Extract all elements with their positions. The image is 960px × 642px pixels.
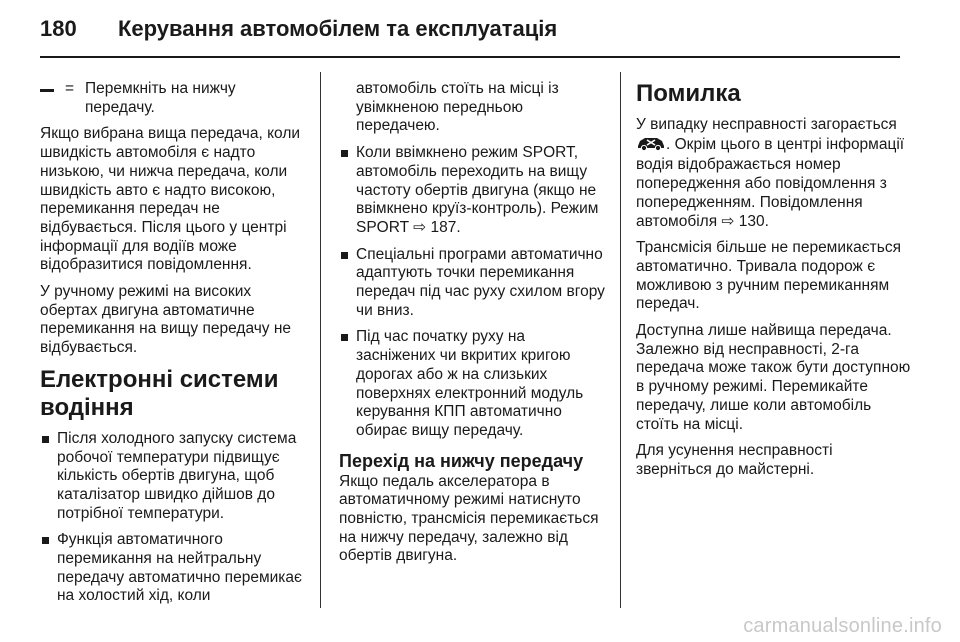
page-number: 180 — [40, 16, 77, 41]
running-title: Керування автомобілем та експлуатація — [118, 16, 558, 41]
section-heading: Помилка — [636, 80, 741, 107]
section-heading: Електронні системи водіння — [40, 365, 279, 421]
column-3 — [636, 80, 912, 488]
list-item: Спеціальні програми автоматично адаптують точки перемикання передач під час руху схилом вгору чи вниз. — [339, 246, 607, 321]
page-reference-icon: ⇨ — [413, 218, 427, 236]
paragraph: Трансмісія більше не перемикається автоматично. Тривала подорож є можливою з ручним перемиканням передач. — [636, 239, 901, 313]
list-item — [339, 144, 607, 238]
column-divider-2 — [620, 72, 621, 608]
paragraph — [636, 116, 912, 231]
dash-equals: = — [65, 80, 75, 97]
page-reference[interactable]: 187. — [430, 218, 461, 236]
paragraph: Доступна лише найвища передача. Залежно від несправності, 2-га передача може також бути доступною в ручному режимі. Перемикайте передачу, лише коли автомобіль стоїть на місці. — [636, 322, 911, 433]
paragraph-text: У випадку несправності загорається — [636, 116, 897, 133]
page-reference-icon: ⇨ — [721, 212, 735, 230]
paragraph: Якщо вибрана вища передача, коли швидкість автомобіля є надто низькою, чи нижча передача, коли швидкість авто є надто високою, перемикання передач не відбувається. Після цього у центрі інформації для водіїв може відобразитися повідомлення. — [40, 125, 301, 274]
list-item-text: Коли ввімкнено режим SPORT, автомобіль переходить на вищу частоту обертів двигуна (якщо не ввімкнено круїз-контроль). Режим SPORT — [356, 144, 599, 236]
car-malfunction-icon — [636, 135, 666, 157]
column-1 — [40, 80, 306, 614]
column-divider-1 — [320, 72, 321, 608]
paragraph-text: . Окрім цього в центрі інформації водія відображається номер попередження або повідомлення з попередженням. Повідомлення автомобіля — [636, 135, 905, 230]
bullet-list — [40, 430, 306, 606]
list-item: Функція автоматичного перемикання на нейтральну передачу автоматично перемикає на холостий хід, коли — [40, 531, 306, 606]
paragraph: Якщо педаль акселератора в автоматичному режимі натиснуто повністю, трансмісія перемикається на нижчу передачу, залежно від обертів двигуна. — [339, 472, 599, 565]
paragraph-continuation: автомобіль стоїть на місці із увімкненою передньою передачею. — [356, 80, 559, 135]
bullet-list — [339, 144, 607, 441]
page-reference[interactable]: 130. — [738, 212, 769, 230]
paragraph: У ручному режимі на високих обертах двигуна автоматичне перемикання на вищу передачу не відбувається. — [40, 283, 292, 357]
dash-mark — [40, 89, 54, 92]
list-item: Під час початку руху на засніжених чи вкритих кригою дорогах або ж на слизьких поверхнях електронний модуль керування КПП автоматично обирає вищу передачу. — [339, 328, 607, 440]
header-rule — [40, 56, 900, 58]
section-heading: Перехід на нижчу передачу — [339, 450, 584, 471]
column-2 — [339, 80, 607, 574]
paragraph: Для усунення несправності зверніться до майстерні. — [636, 442, 833, 478]
watermark: carmanualsonline.info — [743, 615, 942, 637]
dash-text: Перемкніть на нижчу передачу. — [85, 80, 236, 116]
dash-item — [40, 80, 306, 117]
list-item: Після холодного запуску система робочої температури підвищує кількість обертів двигуна, щоб каталізатор швидко дійшов до потрібної температури. — [40, 430, 306, 524]
